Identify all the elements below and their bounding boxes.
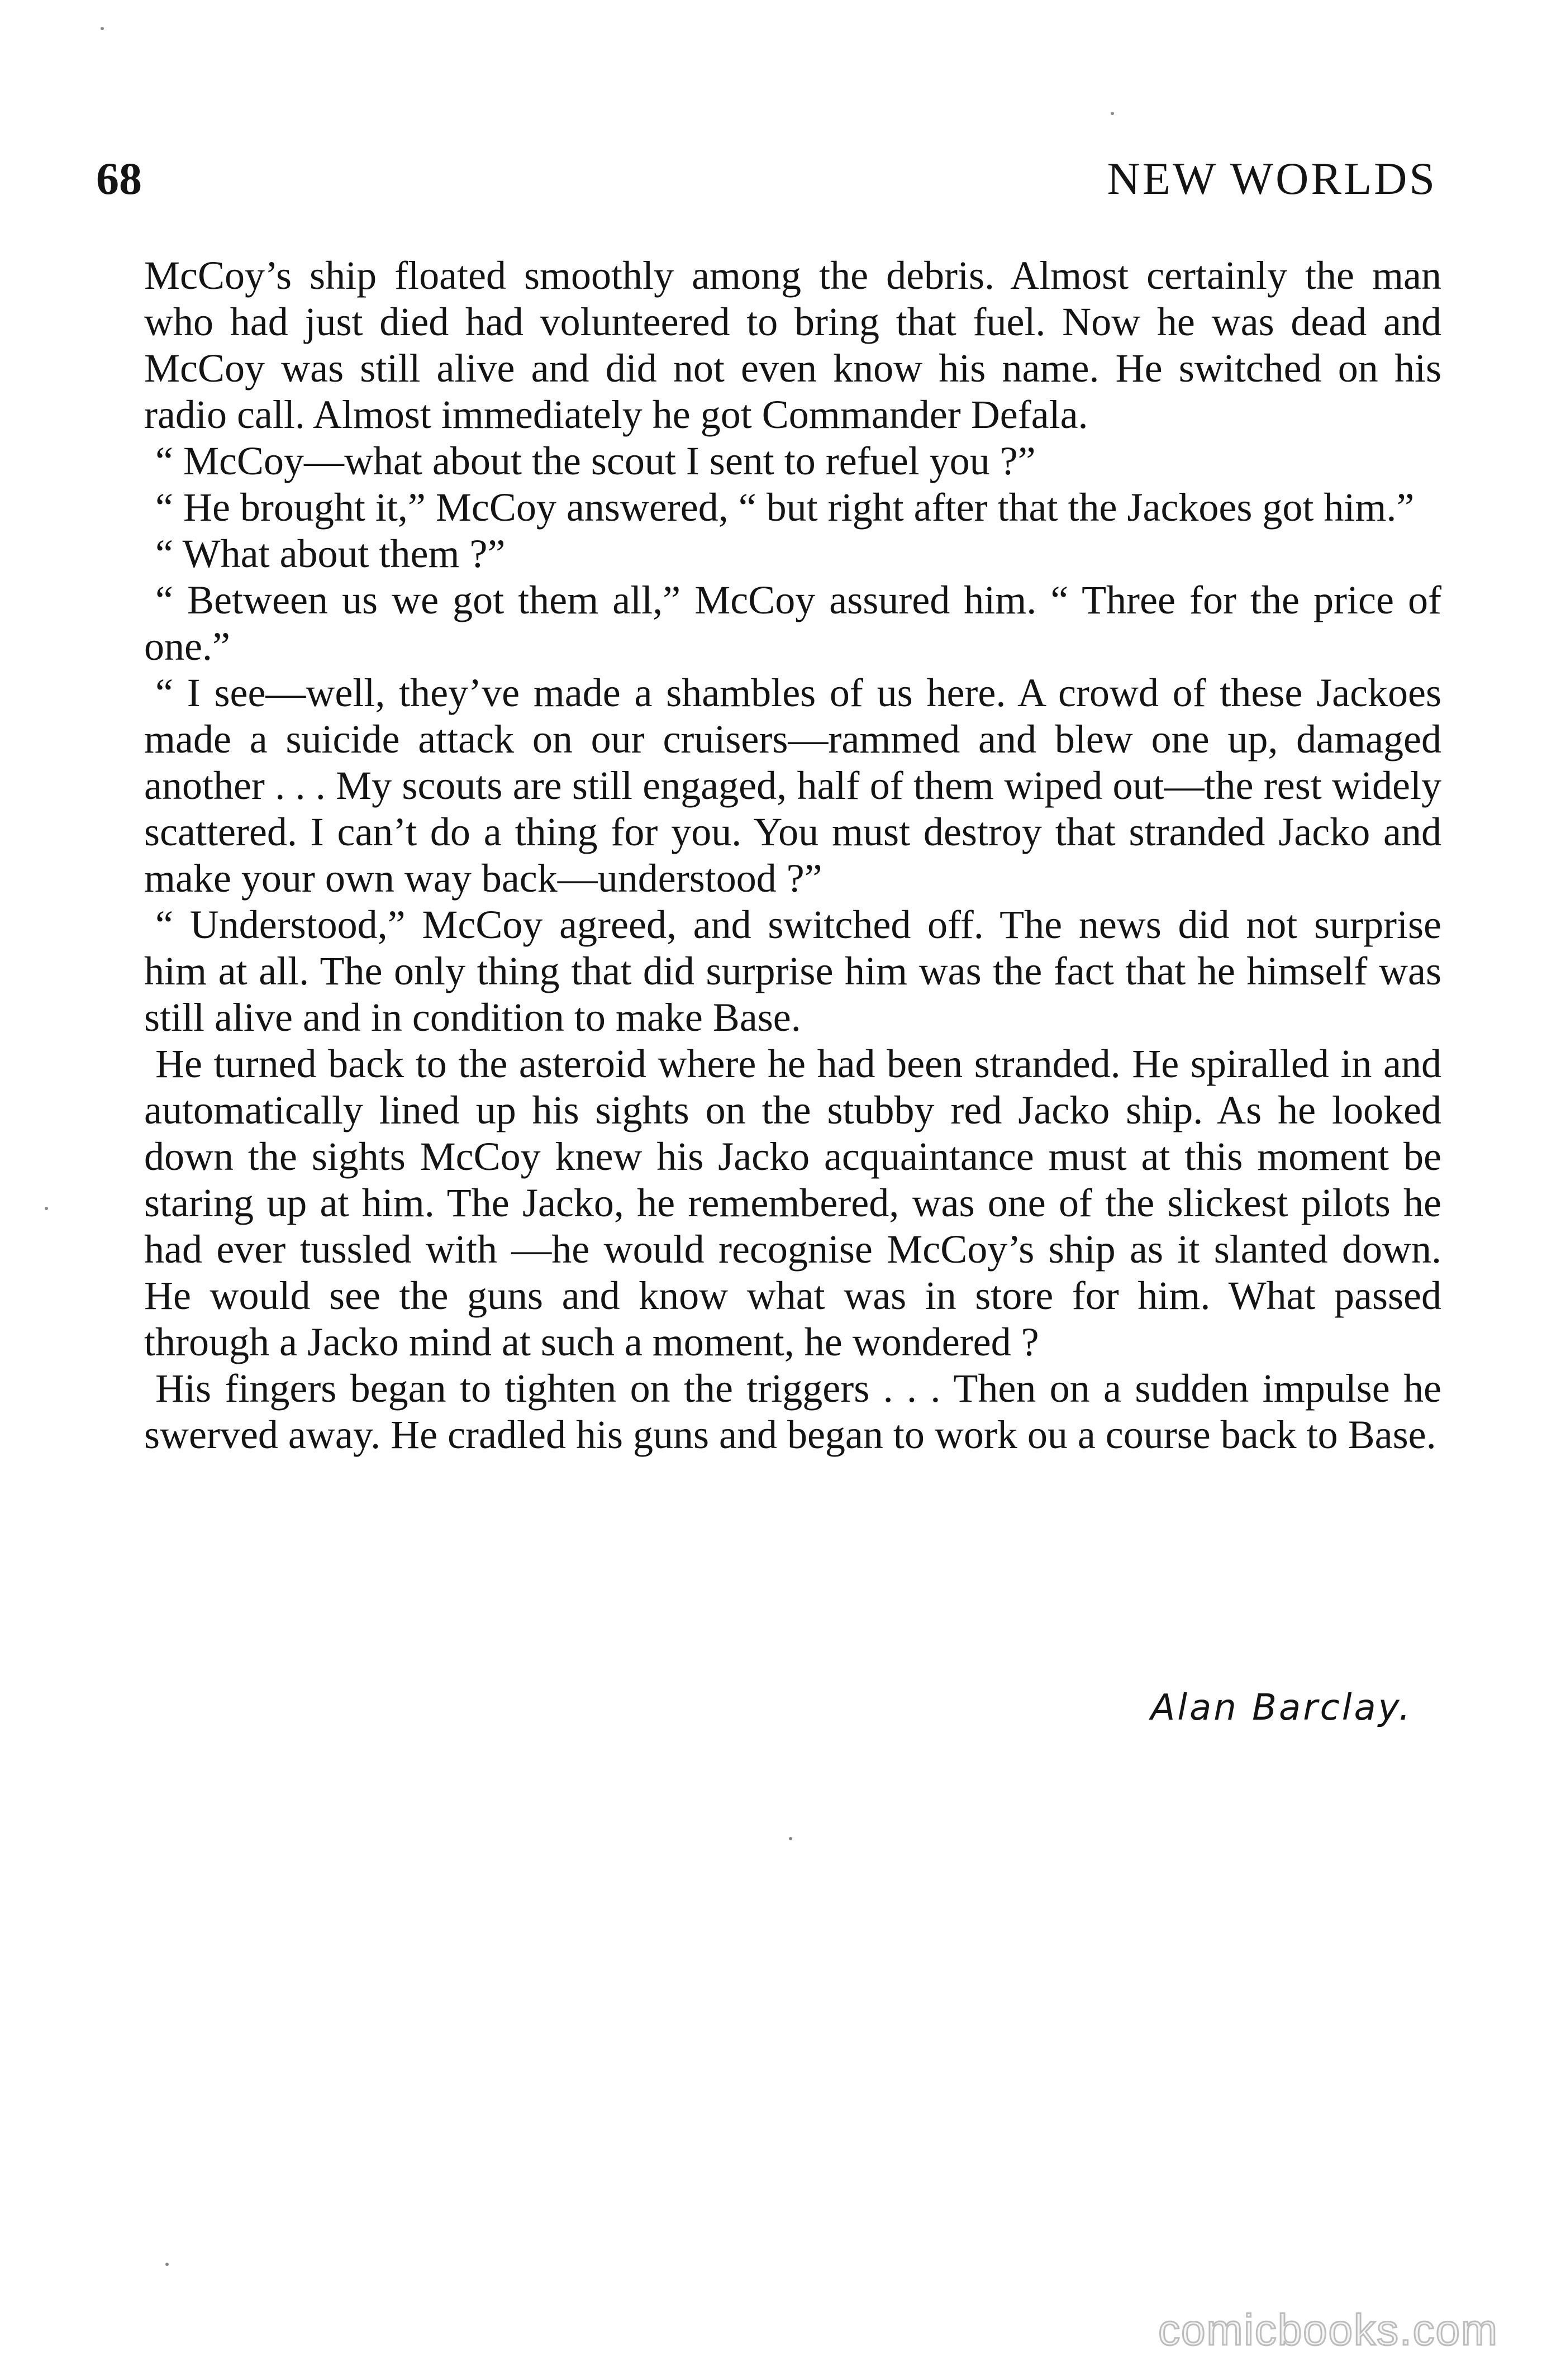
paragraph: “ McCoy—what about the scout I sent to refuel you ?” [155,439,1036,483]
paragraph: “ He brought it,” McCoy answered, “ but right after that the Jackoes got him.” [155,485,1415,530]
paragraph: McCoy’s ship floated smoothly among the debris. Almost certainly the man who had just died had volunteered to bring that fuel. Now he was dead and McCoy was still alive and did not even know his name. He switched on his radio call. Almost immediately he got Commander Defala. [144,253,1441,437]
paragraph: He turned back to the asteroid where he had been stranded. He spiralled in and automatically lined up his sights on the stubby red Jacko ship. As he looked down the sights McCoy knew his Jacko acquaintance must at this moment be staring up at him. The Jacko, he remembered, was one of the slickest pilots he had ever tussled with —he would recognise McCoy’s ship as it slanted down. He would see the guns and know what was in store for him. What passed through a Jacko mind at such a moment, he wondered ? [144,1041,1441,1364]
paragraph: His fingers began to tighten on the triggers . . . Then on a sudden impulse he swerved away. He cradled his guns and began to work ou a course back to Base. [144,1366,1441,1457]
page-header [96,151,1437,207]
running-title: NEW WORLDS [1107,153,1437,204]
story-text [144,253,1441,1458]
print-speck [45,1207,48,1210]
paragraph: “ Between us we got them all,” McCoy assured him. “ Three for the price of one.” [144,578,1441,669]
print-speck [101,27,104,30]
page-number: 68 [96,153,142,204]
author-byline: Alan Barclay. [1150,1687,1412,1729]
print-speck [1111,112,1114,115]
print-speck [789,1837,792,1840]
paragraph: “ I see—well, they’ve made a shambles of us here. A crowd of these Jackoes made a suicide attack on our cruisers—rammed and blew one up, damaged another . . . My scouts are still engaged, half of them wiped out—the rest widely scattered. I can’t do a thing for you. You must destroy that stranded Jacko and make your own way back—understood ?” [144,670,1441,901]
watermark: comicbooks.com [1158,2305,1498,2354]
paragraph: “ What about them ?” [155,531,506,576]
print-speck [165,2263,169,2266]
paragraph: “ Understood,” McCoy agreed, and switched off. The news did not surprise him at all. The only thing that did surprise him was the fact that he himself was still alive and in condition to make Base. [144,902,1441,1040]
